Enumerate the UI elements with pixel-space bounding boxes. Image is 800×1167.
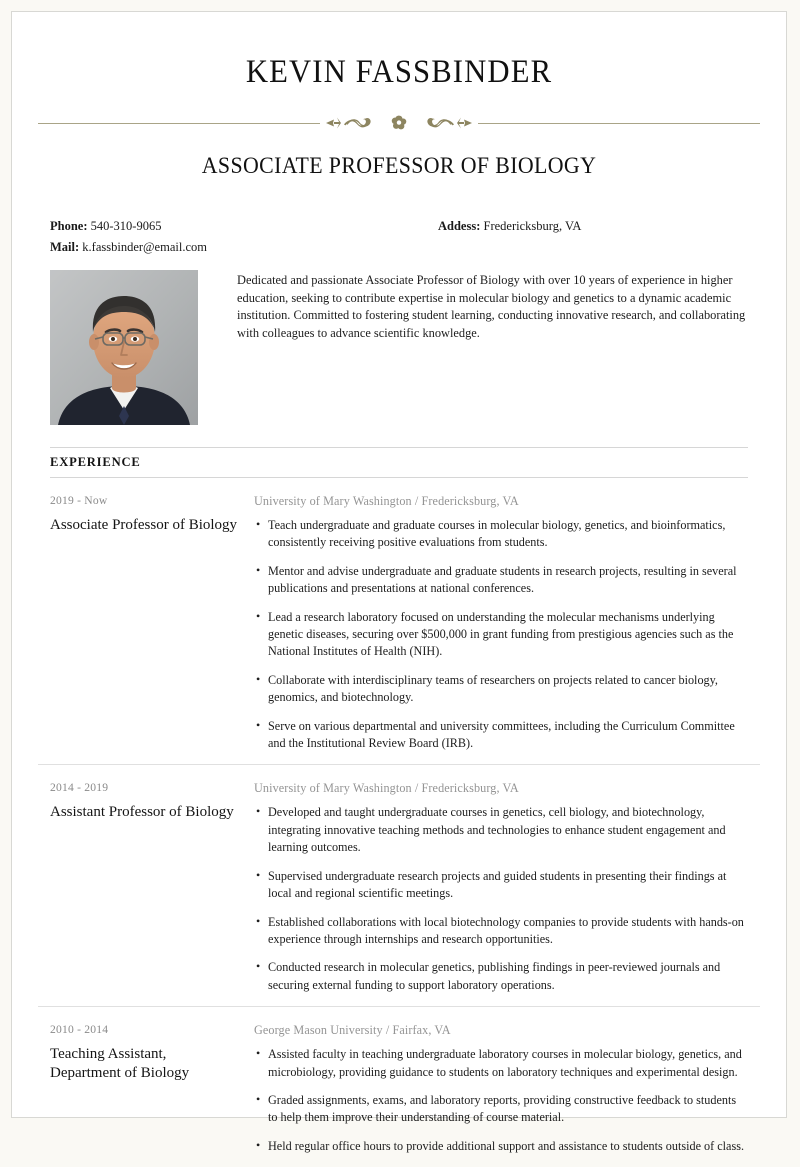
experience-item-details xyxy=(254,494,748,752)
section-title-experience: EXPERIENCE xyxy=(50,455,141,469)
header-divider xyxy=(38,113,760,133)
avatar xyxy=(50,270,198,425)
phone-label: Phone: xyxy=(50,219,88,233)
experience-title: Associate Professor of Biology xyxy=(50,517,238,533)
experience-dates: 2010 - 2014 xyxy=(50,1023,109,1037)
list-item: • Serve on various departmental and university committees, including the Curriculum Committee and the Institutional Review Board (IRB). xyxy=(254,718,748,753)
divider-line-left xyxy=(38,123,320,124)
experience-bullets xyxy=(254,1046,748,1155)
list-item: • Conducted research in molecular genetics, publishing findings in peer-reviewed journals and securing external funding to support laboratory operations. xyxy=(254,959,748,994)
resume-content xyxy=(12,54,786,1167)
experience-company: University of Mary Washington / Fredericksburg, VA xyxy=(254,781,519,796)
list-item: • Mentor and advise undergraduate and graduate students in research projects, resulting in several publications and presentations at national conferences. xyxy=(254,563,748,598)
list-item: • Supervised undergraduate research projects and guided students in presenting their findings at local and regional scientific meetings. xyxy=(254,868,748,903)
address-label: Addess: xyxy=(438,219,481,233)
experience-bullets xyxy=(254,804,748,994)
experience-title: Teaching Assistant, Department of Biology xyxy=(50,1046,190,1082)
mail-row xyxy=(50,237,207,258)
list-item: • Developed and taught undergraduate courses in genetics, cell biology, and biotechnology, integrating innovative teaching methods and technologies to enhance student engagement and learning outcomes. xyxy=(254,804,748,856)
divider-line-right xyxy=(478,123,760,124)
floral-flourish-ornament xyxy=(324,113,474,133)
page-title: KEVIN FASSBINDER xyxy=(245,54,553,90)
contact-right-column xyxy=(438,216,581,237)
list-item: • Teach undergraduate and graduate courses in molecular biology, genetics, and bioinformatics, consistently receiving positive evaluations from students. xyxy=(254,517,748,552)
mail-label: Mail: xyxy=(50,240,80,254)
experience-item-details xyxy=(254,1023,748,1155)
profile-row xyxy=(38,270,760,425)
list-item: • Assisted faculty in teaching undergraduate laboratory courses in molecular biology, genetics, and microbiology, providing guidance to students on laboratory techniques and experimental design. xyxy=(254,1046,748,1081)
list-item: • Established collaborations with local biotechnology companies to provide students with hands-on experience through internships and research opportunities. xyxy=(254,914,748,949)
experience-bullets xyxy=(254,517,748,752)
phone-value: 540-310-9065 xyxy=(87,219,162,233)
photo-column xyxy=(50,270,198,425)
experience-item-meta xyxy=(50,781,254,994)
experience-company: George Mason University / Fairfax, VA xyxy=(254,1023,451,1038)
address-value: Fredericksburg, VA xyxy=(480,219,582,233)
experience-item xyxy=(38,1006,760,1167)
address-row xyxy=(438,216,581,237)
contact-info xyxy=(38,216,760,260)
profile-summary: Dedicated and passionate Associate Professor of Biology with over 10 years of experience in higher education, seeking to contribute expertise in molecular biology and genetics to a dynamic academic institution. Committed to fostering student learning, conducting innovative research, and collaborating with colleagues to advance scientific knowledge. xyxy=(237,273,746,340)
phone-row xyxy=(50,216,207,237)
professional-headline: ASSOCIATE PROFESSOR OF BIOLOGY xyxy=(201,153,597,178)
mail-value: k.fassbinder@email.com xyxy=(79,240,207,254)
experience-company: University of Mary Washington / Fredericksburg, VA xyxy=(254,494,519,508)
contact-left-column xyxy=(50,216,207,258)
experience-item-meta xyxy=(50,1023,254,1155)
experience-section xyxy=(38,447,760,1167)
experience-item xyxy=(38,478,760,764)
experience-title: Assistant Professor of Biology xyxy=(50,804,234,821)
experience-item-meta xyxy=(50,494,254,752)
list-item: • Graded assignments, exams, and laboratory reports, providing constructive feedback to students to help them improve their understanding of course material. xyxy=(254,1092,748,1127)
list-item: • Collaborate with interdisciplinary teams of researchers on projects related to cancer biology, genomics, and biotechnology. xyxy=(254,672,748,707)
experience-item-details xyxy=(254,781,748,994)
resume-page xyxy=(11,11,787,1153)
list-item: • Lead a research laboratory focused on understanding the molecular mechanisms underlying genetic diseases, securing over $500,000 in grant funding from prestigious agencies such as the National Institutes of Health (NIH). xyxy=(254,609,748,661)
experience-item xyxy=(38,764,760,1006)
list-item: • Held regular office hours to provide additional support and assistance to students outside of class. xyxy=(254,1138,748,1155)
experience-dates: 2014 - 2019 xyxy=(50,781,109,795)
experience-dates: 2019 - Now xyxy=(50,494,108,507)
